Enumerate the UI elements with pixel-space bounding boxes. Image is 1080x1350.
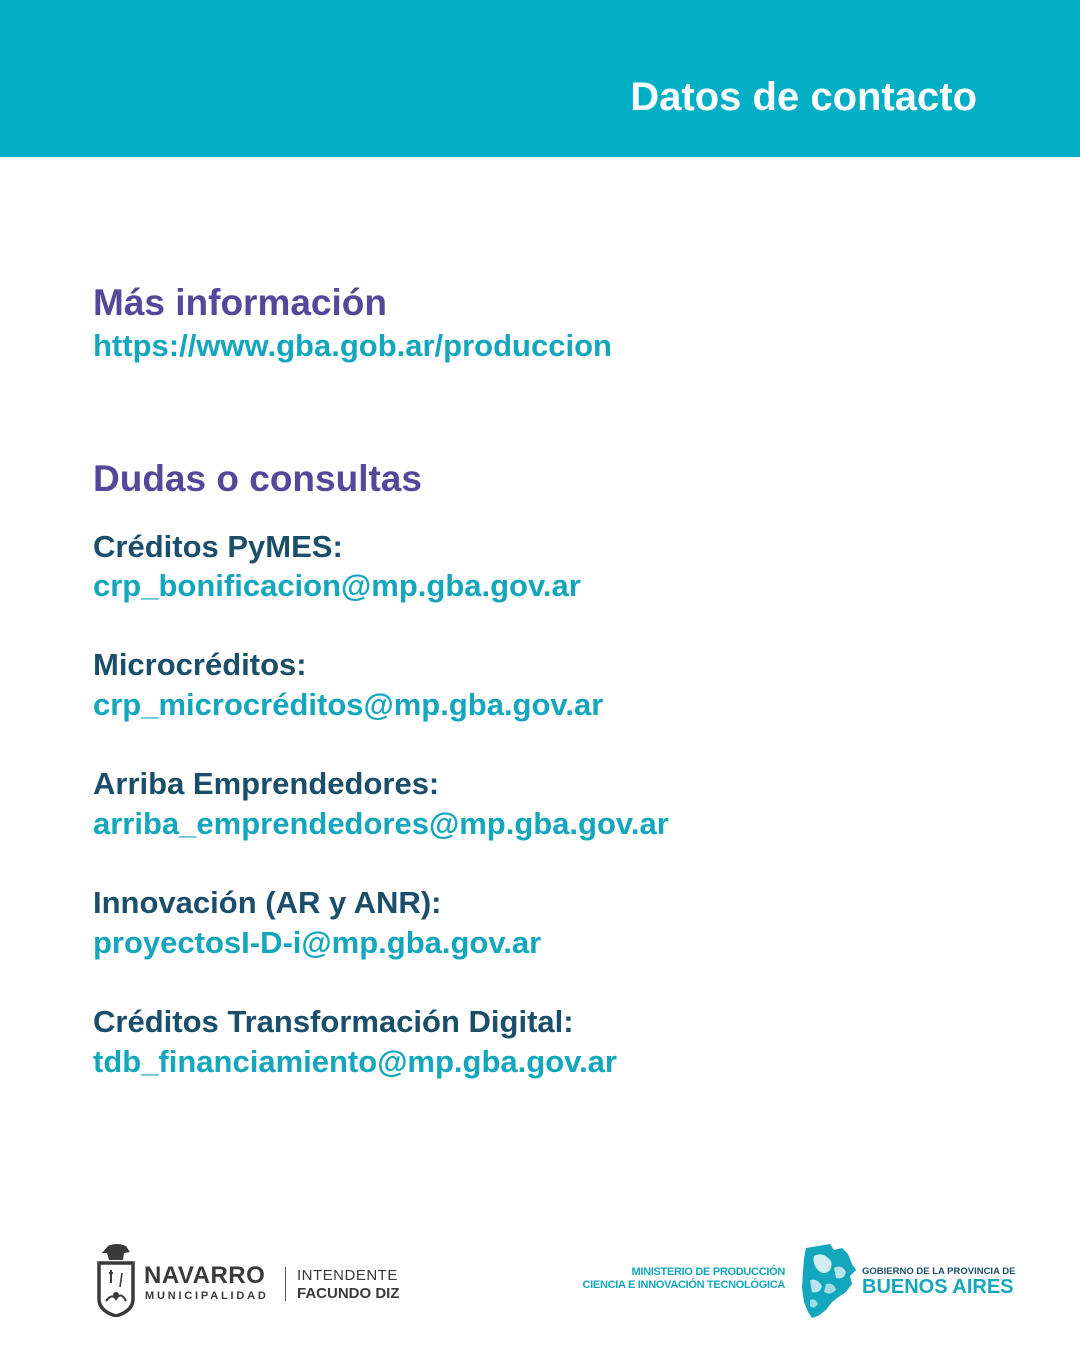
navarro-name: NAVARRO — [144, 1262, 266, 1289]
contact-email-innovacion[interactable]: proyectosI-D-i@mp.gba.gov.ar — [93, 925, 542, 960]
intendente-title: INTENDENTE — [297, 1267, 398, 1284]
navarro-shield-icon — [96, 1243, 136, 1317]
navarro-logo — [96, 1243, 426, 1319]
questions-heading: Dudas o consultas — [93, 458, 422, 499]
contact-email-pymes[interactable]: crp_bonificacion@mp.gba.gov.ar — [93, 568, 581, 603]
contact-label-pymes: Créditos PyMES: — [93, 529, 343, 564]
contact-label-transformacion-digital: Créditos Transformación Digital: — [93, 1004, 574, 1039]
ministerio-line-1: MINISTERIO DE PRODUCCIÓN — [631, 1266, 785, 1278]
contact-label-microcreditos: Microcréditos: — [93, 647, 307, 682]
header-banner — [0, 0, 1080, 157]
navarro-subtitle: MUNICIPALIDAD — [145, 1290, 269, 1302]
gobierno-text: GOBIERNO DE LA PROVINCIA DE — [862, 1266, 1016, 1277]
contact-label-emprendedores: Arriba Emprendedores: — [93, 766, 440, 801]
buenos-aires-map-icon — [800, 1242, 858, 1320]
info-url-link[interactable]: https://www.gba.gob.ar/produccion — [93, 328, 612, 363]
contact-email-emprendedores[interactable]: arriba_emprendedores@mp.gba.gov.ar — [93, 806, 669, 841]
info-heading: Más información — [93, 282, 387, 323]
contact-label-innovacion: Innovación (AR y ANR): — [93, 885, 442, 920]
logo-divider — [285, 1267, 286, 1301]
contact-email-microcreditos[interactable]: crp_microcréditos@mp.gba.gov.ar — [93, 687, 604, 722]
contact-email-transformacion-digital[interactable]: tdb_financiamiento@mp.gba.gov.ar — [93, 1044, 617, 1079]
buenos-aires-text: BUENOS AIRES — [862, 1276, 1014, 1298]
ministerio-line-2: CIENCIA E INNOVACIÓN TECNOLÓGICA — [582, 1279, 785, 1291]
ministerio-logo-text — [583, 1266, 785, 1292]
page-title: Datos de contacto — [630, 75, 977, 119]
intendente-name: FACUNDO DIZ — [297, 1285, 400, 1302]
